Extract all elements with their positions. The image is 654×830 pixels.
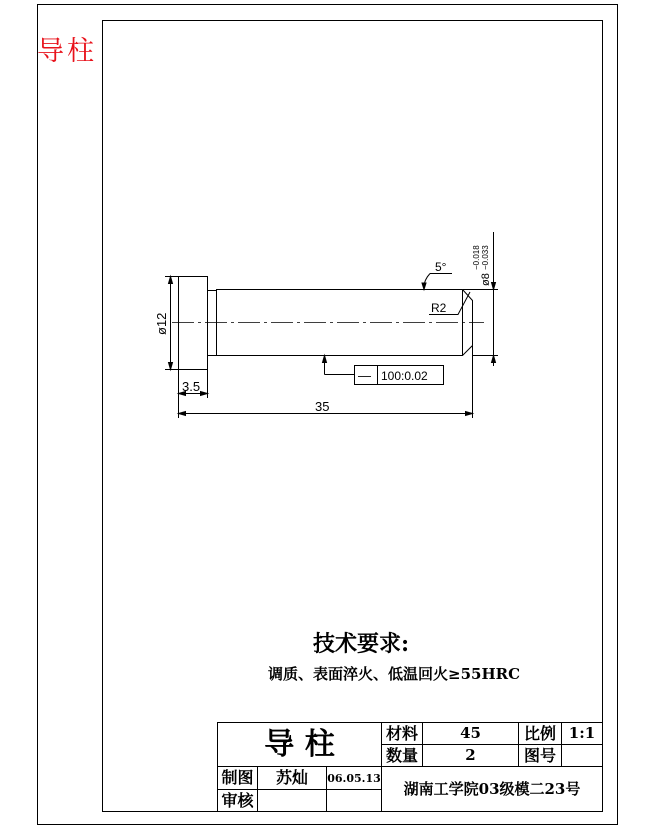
part-view — [165, 232, 498, 418]
dim-total-arrow-r — [466, 412, 473, 416]
dim-total-text: 35 — [315, 399, 330, 414]
dim-head-arrow-bot — [169, 363, 173, 370]
dim-shaft-arrow-top — [492, 283, 496, 290]
drawing-number-label: 图号 — [523, 745, 556, 765]
dim-head-text: ø12 — [154, 312, 169, 335]
quantity-value: 2 — [465, 746, 476, 764]
school-name: 湖南工学院03级模二23号 — [403, 779, 581, 798]
material-value: 45 — [460, 724, 481, 742]
checked-by-name — [258, 790, 326, 811]
dim-head-len-text: 3.5 — [182, 379, 201, 394]
dim-head-arrow-top — [169, 277, 173, 284]
part-name: 导 柱 — [264, 726, 335, 762]
drawing-frame — [103, 21, 603, 812]
scale-value: 1:1 — [568, 724, 596, 742]
quantity-label: 数量 — [385, 745, 418, 765]
drawing-date: 06.05.13 — [327, 771, 381, 785]
checked-by-label: 审核 — [221, 790, 254, 810]
material-label: 材料 — [385, 723, 418, 743]
corner-title: 导柱 — [37, 36, 97, 67]
radius-text: R2 — [431, 301, 447, 315]
dim-shaft-arrow-bot — [492, 356, 496, 363]
dim-head-len-arrow-r — [201, 392, 208, 396]
scale-label: 比例 — [523, 723, 556, 743]
angle-leader — [424, 274, 452, 288]
dim-shaft-tol-upper: −0.018 — [472, 245, 481, 270]
dim-shaft-text: ø8 — [480, 273, 492, 286]
angle-arrow — [422, 283, 426, 290]
requirements-text: 调质、表面淬火、低温回火≥55HRC — [268, 665, 521, 683]
pillar-head — [179, 277, 208, 370]
sheet-outer-border — [38, 5, 618, 825]
drawing-number-value — [562, 745, 602, 766]
angle-text: 5° — [435, 260, 447, 274]
requirements-title: 技术要求: — [313, 631, 410, 657]
flatness-value: 100:0.02 — [381, 369, 428, 383]
drawn-by-name: 苏灿 — [275, 768, 308, 787]
dim-shaft-tol-lower: −0.033 — [481, 245, 490, 270]
flatness-arrow — [323, 356, 327, 363]
flatness-symbol: — — [358, 368, 371, 383]
pillar-neck — [208, 291, 217, 356]
dim-total-arrow-l — [179, 412, 186, 416]
drawn-by-label: 制图 — [221, 768, 254, 787]
